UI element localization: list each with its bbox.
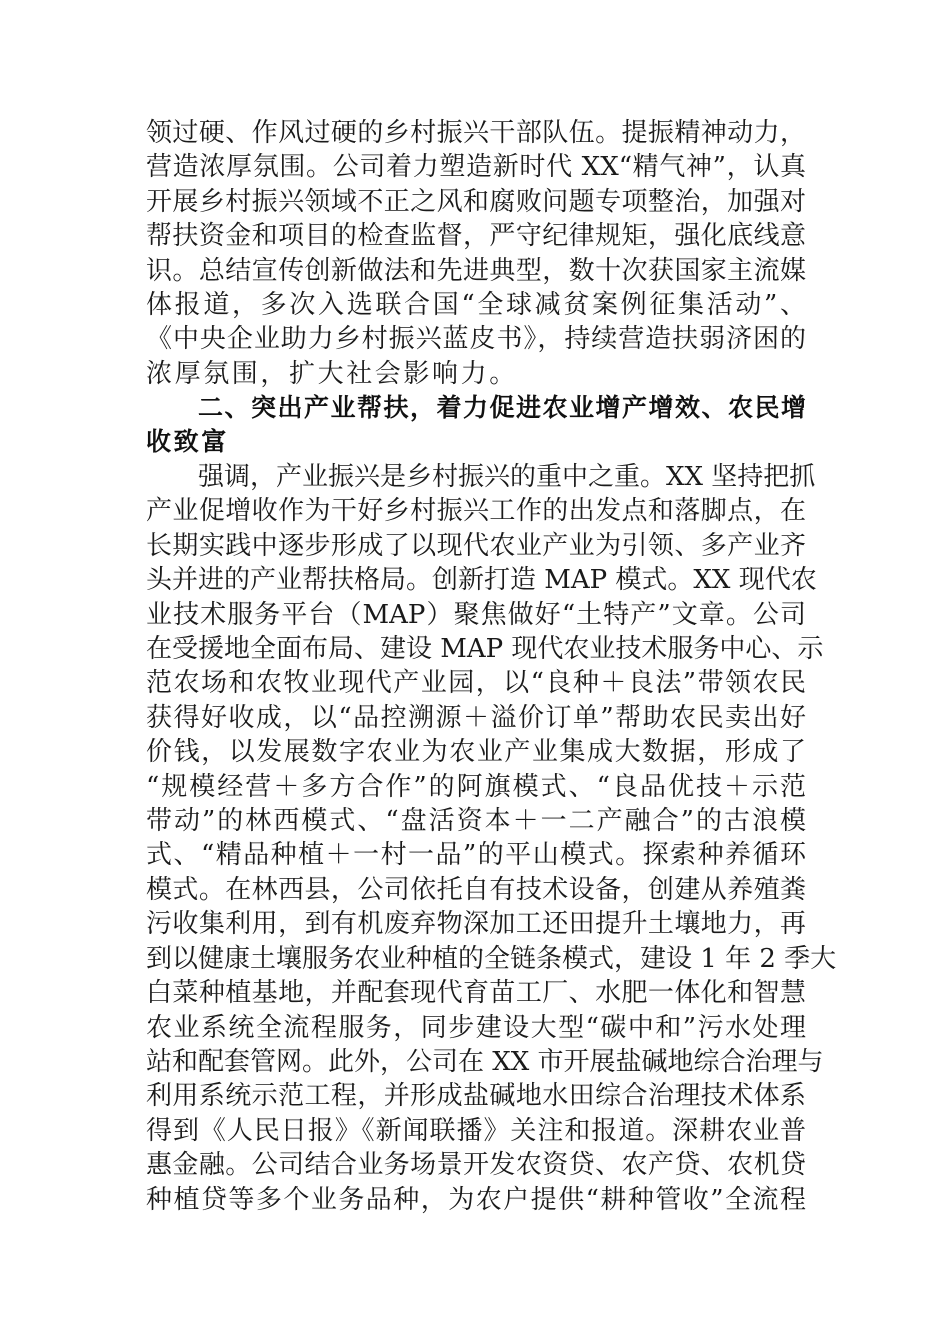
paragraph-line: 在受援地全面布局、建设 MAP 现代农业技术服务中心、示	[146, 634, 824, 665]
paragraph-line: 种植贷等多个业务品种，为农户提供“耕种管收”全流程	[146, 1184, 806, 1215]
paragraph-line: 开展乡村振兴领域不正之风和腐败问题专项整治，加强对	[146, 186, 806, 217]
paragraph-line: 利用系统示范工程，并形成盐碱地水田综合治理技术体系	[146, 1081, 806, 1112]
paragraph-line: 污收集利用，到有机废弃物深加工还田提升土壤地力，再	[146, 909, 806, 940]
paragraph-line: 帮扶资金和项目的检查监督，严守纪律规矩，强化底线意	[146, 221, 806, 252]
paragraph-line: 获得好收成，以“品控溯源＋溢价订单”帮助农民卖出好	[146, 702, 806, 733]
paragraph-line: 站和配套管网。此外，公司在 XX 市开展盐碱地综合治理与	[146, 1046, 824, 1077]
paragraph-line: 式、“精品种植＋一村一品”的平山模式。探索种养循环	[146, 840, 806, 871]
paragraph-line: 长期实践中逐步形成了以现代农业产业为引领、多产业齐	[146, 530, 806, 561]
paragraph-line: 《中央企业助力乡村振兴蓝皮书》，持续营造扶弱济困的	[146, 324, 806, 355]
paragraph-line: 范农场和农牧业现代产业园，以“良种＋良法”带领农民	[146, 668, 806, 699]
heading-line: 二、突出产业帮扶，着力促进农业增产增效、农民增	[198, 393, 806, 422]
paragraph-line: 白菜种植基地，并配套现代育苗工厂、水肥一体化和智慧	[146, 978, 806, 1009]
heading-line-last: 收致富	[146, 427, 229, 457]
section-heading	[146, 391, 806, 460]
paragraph-line: 领过硬、作风过硬的乡村振兴干部队伍。提振精神动力，	[146, 118, 806, 148]
paragraph-line: 价钱，以发展数字农业为农业产业集成大数据，形成了	[146, 737, 806, 768]
paragraph-1	[146, 116, 806, 391]
paragraph-line: 营造浓厚氛围。公司着力塑造新时代 XX“精气神”，认真	[146, 152, 806, 183]
paragraph-line: 得到《人民日报》《新闻联播》关注和报道。深耕农业普	[146, 1115, 806, 1146]
paragraph-line: 到以健康土壤服务农业种植的全链条模式，建设 1 年 2 季大	[146, 943, 837, 974]
paragraph-line-last: 浓厚氛围，扩大社会影响力。	[146, 358, 518, 389]
paragraph-line: 农业系统全流程服务，同步建设大型“碳中和”污水处理	[146, 1012, 806, 1043]
paragraph-line: “规模经营＋多方合作”的阿旗模式、“良品优技＋示范	[146, 771, 806, 802]
paragraph-line: 产业促增收作为干好乡村振兴工作的出发点和落脚点，在	[146, 496, 806, 527]
paragraph-line-first: 强调，产业振兴是乡村振兴的重中之重。XX 坚持把抓	[198, 462, 816, 492]
paragraph-line: 体报道，多次入选联合国“全球减贫案例征集活动”、	[146, 290, 806, 321]
paragraph-line: 业技术服务平台（MAP）聚焦做好“土特产”文章。公司	[146, 599, 806, 630]
paragraph-line: 头并进的产业帮扶格局。创新打造 MAP 模式。XX 现代农	[146, 565, 817, 596]
paragraph-line: 惠金融。公司结合业务场景开发农资贷、农产贷、农机贷	[146, 1150, 806, 1181]
paragraph-line: 识。总结宣传创新做法和先进典型，数十次获国家主流媒	[146, 255, 806, 286]
paragraph-line: 模式。在林西县，公司依托自有技术设备，创建从养殖粪	[146, 874, 806, 905]
paragraph-line: 带动”的林西模式、“盘活资本＋一二产融合”的古浪模	[146, 806, 806, 837]
paragraph-2	[146, 460, 837, 1217]
